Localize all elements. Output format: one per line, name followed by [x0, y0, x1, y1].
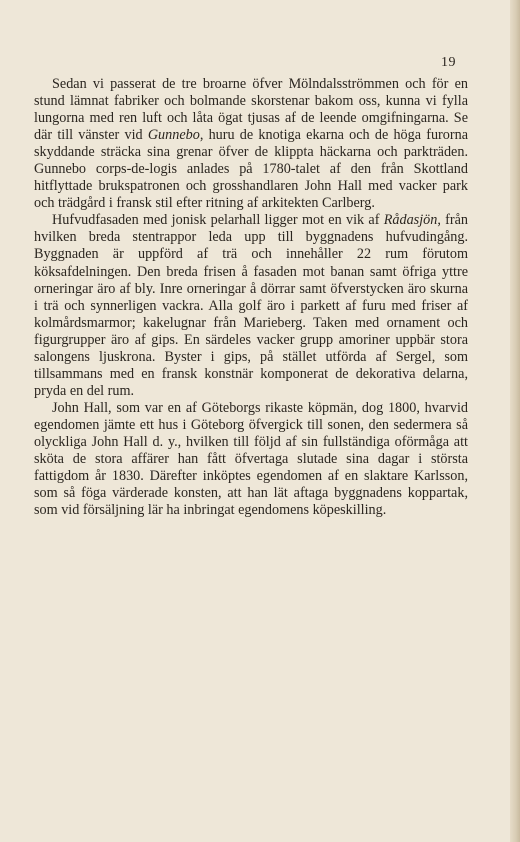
text-segment: , från hvilken breda stentrappor leda upp till byggnadens hufvudingång. Byggnaden är uppförd af trä och innehåller 22 rum förutom köksafdelningen. Den breda frisen å fasaden mot banan samt öfriga yttre orneringar äro af bly. Inre orneringar å dörrar samt öfverstycken äro skurna i trä och synnerligen vackra. Alla golf äro i parkett af furu med friser af kolmårdsmarmor; kakelugnar från Marieberg. Taken med ornament och figurgrupper äro af gips. En särdeles vacker grupp amoriner uppbär stora salongens ljuskrona. Byster i gips, på stället utförda af Sergel, som tillsammans med en fransk konstnär komponerat de dekorativa delarna, pryda en del rum. — [34, 212, 469, 399]
body-text — [34, 76, 468, 519]
place-name-radasjon: Rådasjön — [383, 212, 438, 229]
text-segment: Sedan vi passerat de tre broarne öfver Mölndalsströmmen och för en stund lämnat fabriker och bolmande skorstenar bakom oss, kunna vi fylla lungorna med ren luft och låta ögat tjusas af de leende omgifningarna. Se där till vänster vid — [34, 76, 468, 144]
text-segment: John Hall, som var en af Göteborgs rikaste köpmän, dog 1800, hvarvid egendomen jämte ett hus i Göteborg öfvergick till sonen, den sedermera så olyckliga John Hall d. y., hvilken till följd af sin fullständiga oförmåga att sköta de stora affärer han fått öfvertaga slutade sina dagar i största fattigdom år 1830. Därefter inköptes egendomen af en slaktare Karlsson, som så föga värderade konsten, att han lät aftaga byggnadens koppartak, som vid försäljning lär ha inbringat egendomens köpeskilling. — [34, 399, 468, 519]
paragraph — [34, 400, 468, 519]
text-segment: Hufvudfasaden med jonisk pelarhall ligger mot en vik af — [52, 212, 384, 229]
page-edge-shadow — [510, 0, 520, 842]
page-number: 19 — [441, 55, 456, 70]
paragraph — [34, 76, 468, 212]
paragraph — [34, 212, 468, 400]
text-segment: , huru de knotiga ekarna och de höga furorna skyddande sträcka sina grenar öfver de klippta häckarna och parkträden. Gunnebo corps-de-logis anlades på 1780-talet af den från Skottland hitflyttade brukspatronen och grosshandlaren John Hall med vacker park och trädgård i fransk stil efter ritning af arkitekten Carlberg. — [34, 127, 468, 212]
place-name-gunnebo: Gunnebo — [147, 127, 200, 144]
